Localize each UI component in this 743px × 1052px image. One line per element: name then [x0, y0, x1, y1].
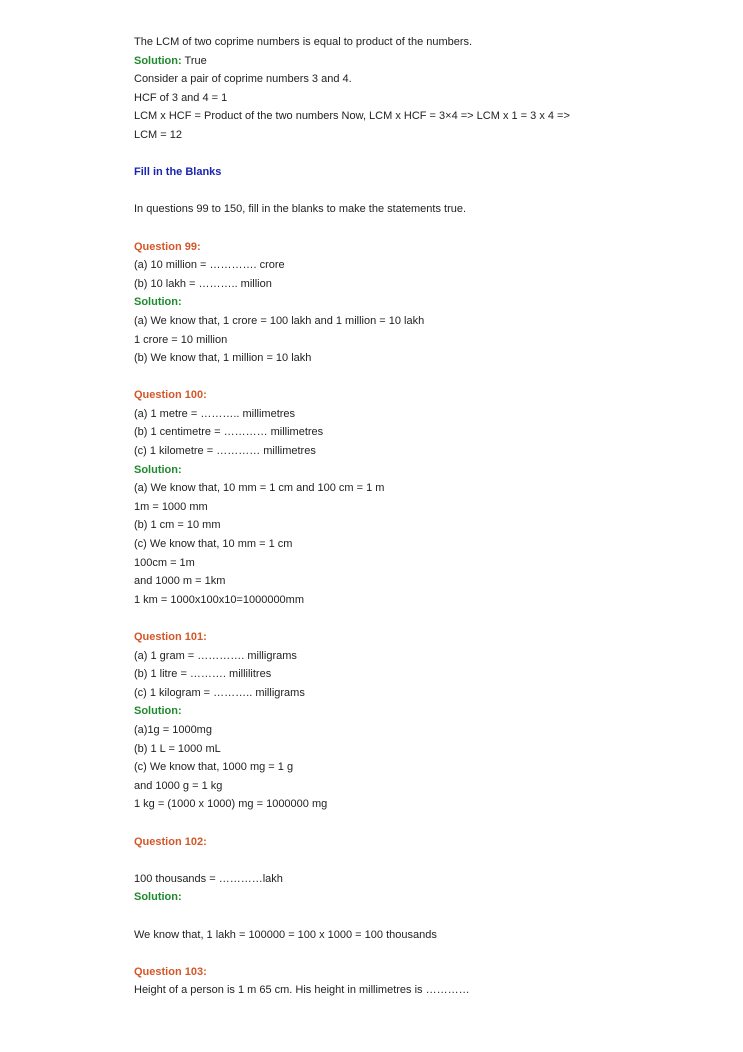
solution-line: (b) 1 L = 1000 mL — [134, 742, 221, 755]
solution-line: (c) We know that, 1000 mg = 1 g — [134, 761, 294, 774]
solution-line: 100cm = 1m — [134, 556, 195, 569]
question-label: Question 103: — [134, 965, 207, 978]
section-title: Fill in the Blanks — [134, 166, 222, 179]
solution-line: LCM = 12 — [134, 128, 182, 141]
section-instructions: In questions 99 to 150, fill in the blanks to make the statements true. — [134, 203, 467, 216]
document-page — [134, 33, 714, 1000]
question-prompt: (c) 1 kilometre = ………… millimetres — [134, 445, 316, 458]
question-prompt: 100 thousands = …………lakh — [134, 872, 283, 885]
solution-line: LCM x HCF = Product of the two numbers Now, LCM x HCF = 3×4 => LCM x 1 = 3 x 4 => — [134, 110, 570, 123]
solution-line: Consider a pair of coprime numbers 3 and 4. — [134, 73, 352, 86]
question-label: Question 101: — [134, 631, 207, 643]
solution-line: and 1000 m = 1km — [134, 575, 226, 588]
question-prompt: (b) 1 litre = ………. millilitres — [134, 668, 272, 681]
solution-line: (a) We know that, 10 mm = 1 cm and 100 cm = 1 m — [134, 482, 385, 495]
solution-label: Solution: — [134, 54, 182, 67]
question-label: Question 100: — [134, 389, 207, 402]
solution-line: 1 kg = (1000 x 1000) mg = 1000000 mg — [134, 798, 328, 811]
question-prompt: (a) 1 metre = ……….. millimetres — [134, 407, 296, 420]
solution-line: (c) We know that, 10 mm = 1 cm — [134, 538, 293, 551]
solution-line: (b) We know that, 1 million = 10 lakh — [134, 352, 312, 365]
solution-line: HCF of 3 and 4 = 1 — [134, 91, 228, 104]
solution-line: 1m = 1000 mm — [134, 500, 208, 513]
solution-answer: True — [181, 54, 207, 67]
solution-line: and 1000 g = 1 kg — [134, 779, 223, 792]
question-label: Question 102: — [134, 835, 207, 848]
intro-statement: The LCM of two coprime numbers is equal to product of the numbers. — [134, 36, 473, 48]
solution-line: 1 crore = 10 million — [134, 333, 228, 346]
question-prompt: (b) 10 lakh = ……….. million — [134, 277, 272, 290]
question-prompt: Height of a person is 1 m 65 cm. His height in millimetres is ………… — [134, 984, 470, 997]
question-prompt: (a) 10 million = …………. crore — [134, 259, 285, 272]
solution-line: (a)1g = 1000mg — [134, 723, 212, 736]
solution-label: Solution: — [134, 463, 182, 476]
solution-line: (b) 1 cm = 10 mm — [134, 519, 221, 532]
solution-line: 1 km = 1000x100x10=1000000mm — [134, 593, 305, 606]
solution-line: (a) We know that, 1 crore = 100 lakh and 1 million = 10 lakh — [134, 314, 425, 327]
solution-line: We know that, 1 lakh = 100000 = 100 x 1000 = 100 thousands — [134, 928, 437, 941]
intro-solution — [134, 52, 714, 71]
question-prompt: (a) 1 gram = …………. milligrams — [134, 649, 297, 662]
question-prompt: (b) 1 centimetre = ………… millimetres — [134, 426, 324, 439]
solution-label: Solution: — [134, 296, 182, 309]
solution-label: Solution: — [134, 705, 182, 718]
solution-label: Solution: — [134, 891, 182, 904]
question-label: Question 99: — [134, 240, 201, 253]
question-prompt: (c) 1 kilogram = ……….. milligrams — [134, 686, 305, 699]
